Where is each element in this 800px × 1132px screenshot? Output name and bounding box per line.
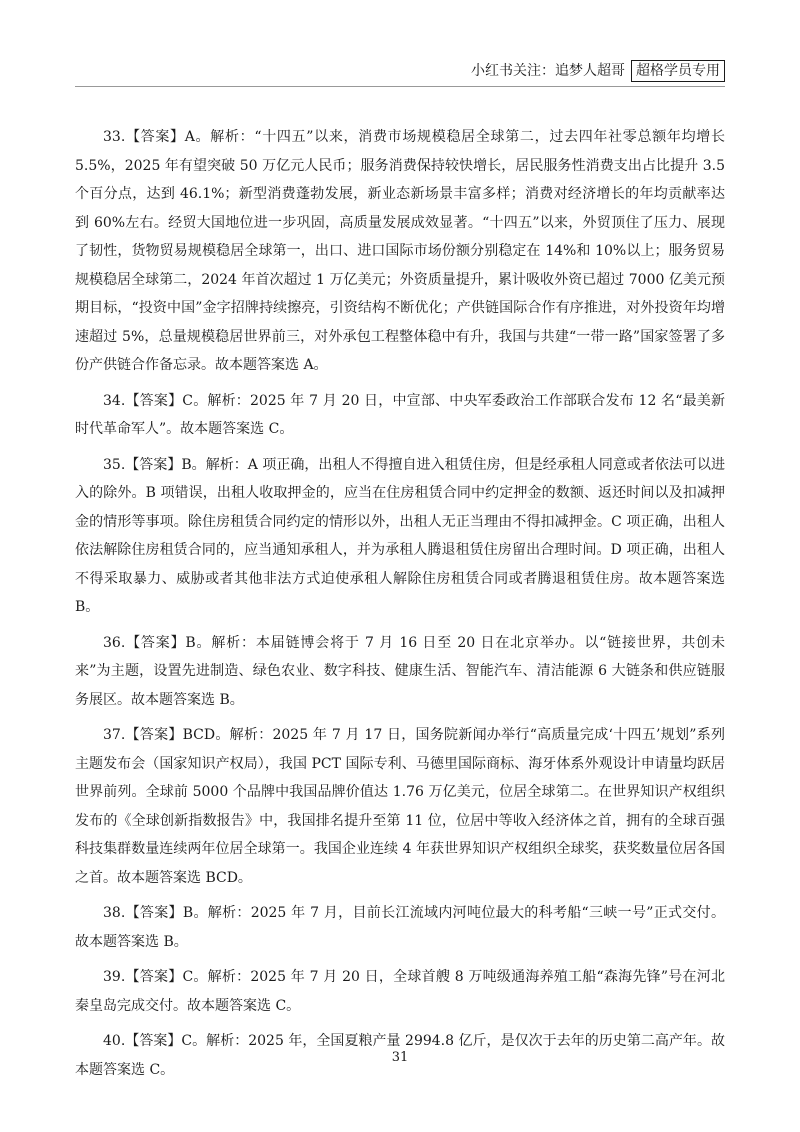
header-divider [75,86,725,87]
answer-line: 答案选 B。 [117,933,188,950]
answer-item-37 [75,721,725,892]
answer-line: 36.【答案】B。解析：本届链博会将于 7 月 16 日至 20 日在北京举办。以“链接世界，共创未来”为主题， [75,634,725,679]
answer-line: 租赁合同的，应当通知承租人，并为承租人腾退租赁住房留出合理时间。D 项正确，出租人不得采取暴力、威 [75,542,725,587]
answer-line: 案选 B。 [187,691,244,708]
answer-line: 国地位进一步巩固，高质量发展成效显著。“十四五”以来，外贸顶住了压力、展现了韧性，货物贸易规模稳 [75,214,725,259]
answer-line: 工程整体稳中有升，我国与共建“一带一路”国家签署了多份产供链合作备忘录。故本题答案选 A。 [75,328,725,373]
answer-line: 33.【答案】A。解析：“十四五”以来，消费市场规模稳居全球第二，过去四年社零总额年均增长 5.5%， [75,129,725,174]
answer-line: 38.【答案】B。解析：2025 年 7 月，目前长江流域内河吨位最大的科考船“三峡一号”正式交付。故本题 [75,905,725,950]
answer-item-38 [75,899,725,956]
answer-line: 除外。B 项错误，出租人收取押金的，应当在住房租赁合同中约定押金的数额、返还时间以及扣减押金的情形 [75,485,725,530]
answer-line: 34.【答案】C。解析：2025 年 7 月 20 日，中宣部、中央军委政治工作部联合发布 12 名“最美新时代革命 [75,392,725,437]
answer-line: 37.【答案】BCD。解析：2025 年 7 月 17 日，国务院新闻办举行“高质量完成‘十四五’规划”系列主题 [75,727,725,772]
page-number: 31 [391,1050,409,1065]
answer-item-33 [75,123,725,380]
answer-line: 2025 年有望突破 50 万亿元人民币；服务消费保持较快增长，居民服务性消费支出占比提升 3.5 个百分点，达 [75,157,725,202]
answer-line: 全球前 5000 个品牌中我国品牌价值达 1.76 万亿美元，位居全球第二。在世界知识产权组织发布的《全球创新 [75,784,726,829]
answer-line: 选 C。 [131,1061,175,1078]
answer-line: 35.【答案】B。解析：A 项正确，出租人不得擅自进入租赁住房，但是经承租人同意或者依法可以进入的 [75,456,725,501]
answer-line: 39.【答案】C。解析：2025 年 7 月 20 日，全球首艘 8 万吨级通海养殖工船“森海先锋”号在河北秦皇岛完 [75,969,725,1014]
header-follow-text: 小红书关注：追梦人超哥 [471,63,625,79]
answer-line: 发布会（国家知识产权局），我国 PCT 国际专利、马德里国际商标、海牙体系外观设计申请量均跃居世界前列。 [75,755,726,800]
answer-line: 超过 1 万亿美元；外资质量提升，累计吸收外资已超过 7000 亿美元预期目标，“投资中国”金字招牌持续擦亮， [75,271,725,316]
answer-item-35 [75,451,725,622]
answer-line: 军人”。故本题答案选 C。 [131,421,294,437]
answer-line: 到 46.1%；新型消费蓬勃发展，新业态新场景丰富多样；消费对经济增长的年均贡献率达到 60%左右。经贸大 [75,186,725,231]
answer-item-36 [75,629,725,715]
answer-item-39 [75,963,725,1020]
page-header [471,60,725,82]
answer-line: 居全球第一。我国企业连续 4 年获世界知识产权组织全球奖，获奖数量位居各国之首。故本题答案选 BCD。 [75,841,726,886]
answer-item-34 [75,387,725,444]
header-badge: 超格学员专用 [631,60,725,82]
answer-line: 指数报告》中，我国排名提升至第 11 位，位居中等收入经济体之首，拥有的全球百强科技集群数量连续两年位 [75,812,725,857]
answer-line: 居全球第一，出口、进口国际市场份额分别稳定在 14%和 10%以上；服务贸易规模稳居全球第二，2024 年首次 [75,243,725,288]
answer-line: 引资结构不断优化；产供链国际合作有序推进，对外投资年均增速超过 5%，总量规模稳居世界前三，对外承包 [75,300,725,345]
answer-line: 等事项。除住房租赁合同约定的情形以外，出租人无正当理由不得扣减押金。C 项正确，出租人依法解除住房 [75,513,725,558]
answer-line: 设置先进制造、绿色农业、数字科技、健康生活、智能汽车、清洁能源 6 大链条和供应链服务展区。故本题答 [75,663,725,708]
answer-list [75,123,725,1091]
answer-line: 成交付。故本题答案选 C。 [131,997,301,1014]
answer-line: 胁或者其他非法方式迫使承租人解除住房租赁合同或者腾退租赁住房。故本题答案选 B。 [75,570,726,615]
answer-line: 40.【答案】C。解析：2025 年，全国夏粮产量 2994.8 亿斤，是仅次于去年的历史第二高产年。故本题答案 [75,1033,725,1078]
